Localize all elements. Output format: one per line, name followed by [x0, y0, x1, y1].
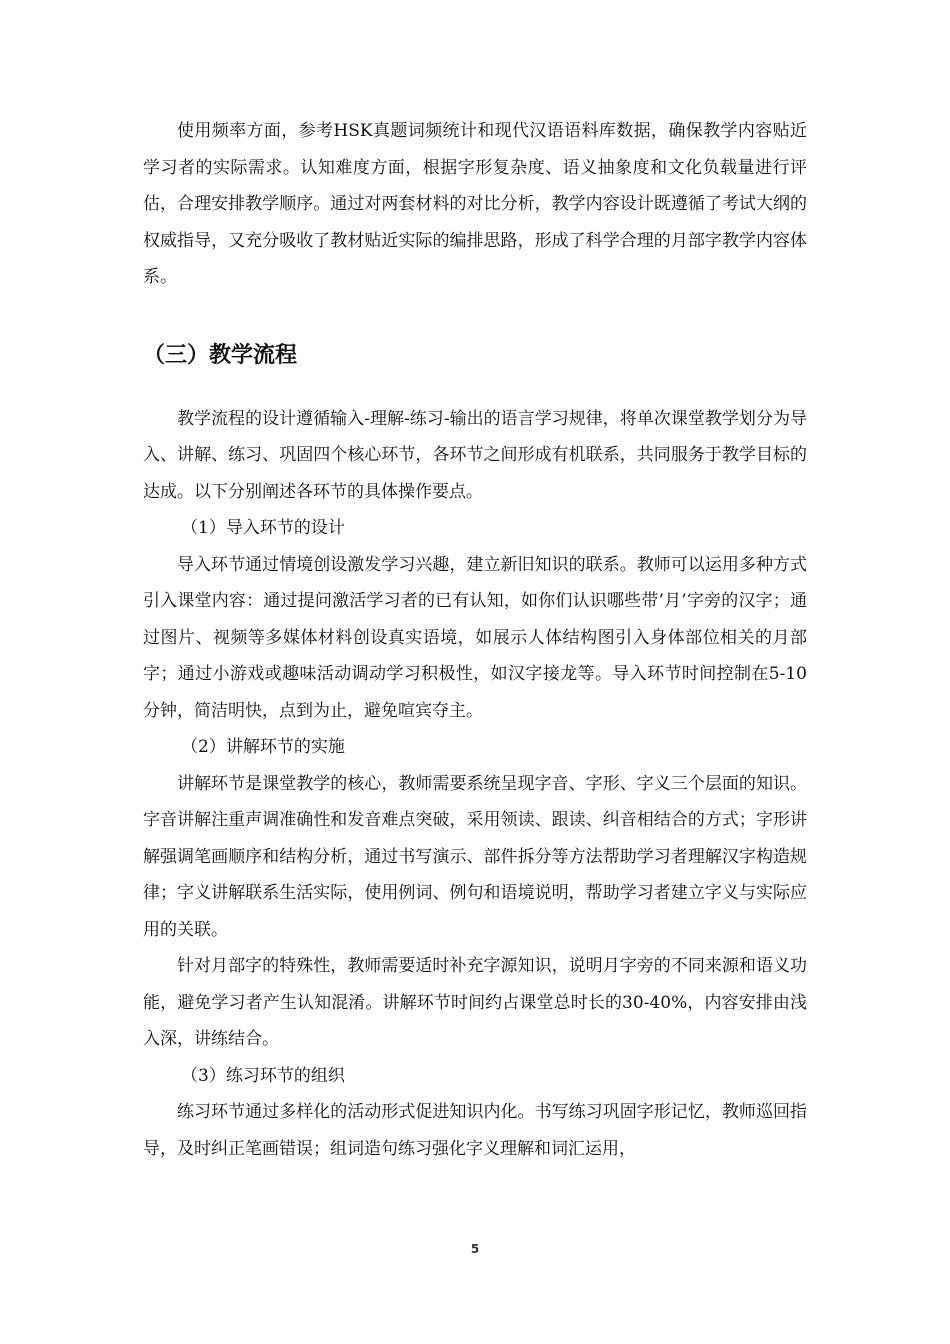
paragraph-process-overview: 教学流程的设计遵循输入-理解-练习-输出的语言学习规律，将单次课堂教学划分为导入、讲解、练习、巩固四个核心环节，各环节之间形成有机联系，共同服务于教学目标的达成。以下分别阐述各环节的具体操作要点。 — [143, 408, 807, 502]
paragraph-frequency-difficulty: 使用频率方面，参考HSK真题词频统计和现代汉语语料库数据，确保教学内容贴近学习者的实际需求。认知难度方面，根据字形复杂度、语义抽象度和文化负载量进行评估，合理安排教学顺序。通过对两套材料的对比分析，教学内容设计既遵循了考试大纲的权威指导，又充分吸收了教材贴近实际的编排思路，形成了科学合理的月部字教学内容体系。 — [143, 121, 807, 287]
paragraph-explanation: 讲解环节是课堂教学的核心，教师需要系统呈现字音、字形、字义三个层面的知识。字音讲解注重声调准确性和发音难点突破，采用领读、跟读、纠音相结合的方式；字形讲解强调笔画顺序和结构分析，通过书写演示、部件拆分等方法帮助学习者理解汉字构造规律；字义讲解联系生活实际，使用例词、例句和语境说明，帮助学习者建立字义与实际应用的关联。 — [143, 773, 807, 940]
paragraph-practice: 练习环节通过多样化的活动形式促进知识内化。书写练习巩固字形记忆，教师巡回指导，及时纠正笔画错误；组词造句练习强化字义理解和词汇运用， — [143, 1102, 807, 1159]
page-content — [143, 113, 807, 1167]
section-heading-teaching-process: （三）教学流程 — [143, 342, 298, 368]
paragraph-explanation-special: 针对月部字的特殊性，教师需要适时补充字源知识，说明月字旁的不同来源和语义功能，避免学习者产生认知混淆。讲解环节时间约占课堂总时长的30-40%，内容安排由浅入深，讲练结合。 — [143, 956, 807, 1049]
page-number: 5 — [470, 1242, 480, 1256]
paragraph-introduction: 导入环节通过情境创设激发学习兴趣，建立新旧知识的联系。教师可以运用多种方式引入课堂内容：通过提问激活学习者的已有认知，如你们认识哪些带’月’字旁的汉字；通过图片、视频等多媒体材料创设真实语境，如展示人体结构图引入身体部位相关的月部字；通过小游戏或趣味活动调动学习积极性，如汉字接龙等。导入环节时间控制在5-10分钟，简洁明快，点到为止，避免喧宾夺主。 — [143, 554, 807, 721]
subheading-introduction: （1）导入环节的设计 — [181, 518, 345, 538]
subheading-explanation: （2）讲解环节的实施 — [181, 737, 345, 757]
subheading-practice: （3）练习环节的组织 — [181, 1065, 345, 1086]
